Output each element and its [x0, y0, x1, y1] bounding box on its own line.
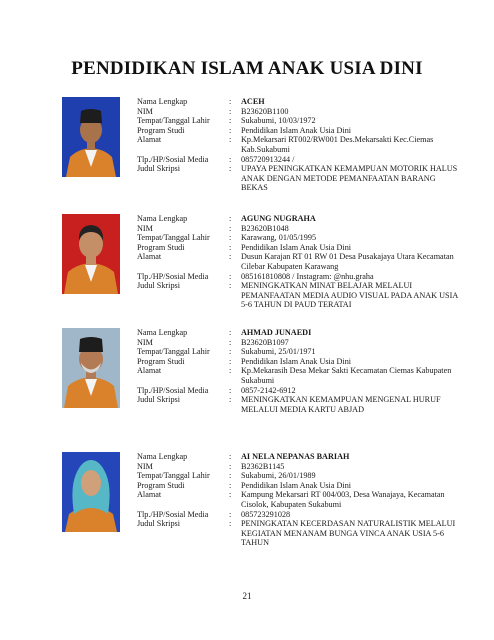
program-label: Program Studi: [137, 242, 185, 252]
thesis-row: [137, 164, 462, 193]
birth-label: Tempat/Tanggal Lahir: [137, 233, 210, 243]
contact-value: 085720913244 /: [241, 154, 295, 164]
thesis-row: [137, 519, 462, 548]
graduate-info: [137, 452, 462, 548]
graduate-photo: [62, 328, 120, 408]
program-value: Pendidikan Islam Anak Usia Dini: [241, 125, 352, 135]
thesis-label: Judul Skripsi: [137, 395, 180, 405]
program-row: [137, 243, 462, 253]
nim-value: B23620B1097: [241, 337, 289, 347]
colon: :: [229, 154, 232, 164]
birth-value: Sukabumi, 25/01/1971: [241, 347, 316, 357]
contact-row: [137, 155, 462, 165]
colon: :: [229, 461, 232, 471]
thesis-row: [137, 395, 462, 414]
contact-row: [137, 386, 462, 396]
colon: :: [229, 135, 232, 145]
colon: :: [229, 395, 232, 405]
colon: :: [229, 337, 232, 347]
name-label: Nama Lengkap: [137, 214, 188, 223]
thesis-value: PENINGKATAN KECERDASAN NATURALISTIK MELALUI KEGIATAN MENANAM BUNGA VINCA ANAK USIA 5-6 TAHUN: [241, 519, 456, 548]
program-value: Pendidikan Islam Anak Usia Dini: [241, 480, 352, 490]
nim-label: NIM: [137, 337, 153, 347]
photo-face: [81, 470, 101, 496]
contact-label: Tlp./HP/Sosial Media: [137, 509, 209, 519]
contact-value: 085161810808 / Instagram: @nhu.graha: [241, 271, 374, 281]
name-value: AI NELA NEPANAS BARIAH: [241, 452, 350, 461]
birth-row: [137, 347, 462, 357]
colon: :: [229, 281, 232, 291]
birth-row: [137, 233, 462, 243]
contact-row: [137, 510, 462, 520]
name-row: [137, 214, 462, 224]
colon: :: [229, 97, 232, 106]
colon: :: [229, 509, 232, 519]
thesis-row: [137, 281, 462, 310]
address-row: [137, 490, 462, 509]
address-row: [137, 366, 462, 385]
graduate-info: [137, 214, 462, 310]
colon: :: [229, 328, 232, 337]
birth-row: [137, 116, 462, 126]
colon: :: [229, 252, 232, 262]
colon: :: [229, 116, 232, 126]
photo-headwear: [80, 109, 102, 123]
contact-label: Tlp./HP/Sosial Media: [137, 271, 209, 281]
birth-label: Tempat/Tanggal Lahir: [137, 347, 210, 357]
nim-value: B23620B1100: [241, 106, 289, 116]
photo-headwear: [79, 337, 103, 352]
graduate-photo: [62, 214, 120, 294]
program-row: [137, 357, 462, 367]
birth-label: Tempat/Tanggal Lahir: [137, 471, 210, 481]
contact-value: 0857-2142-6912: [241, 385, 296, 395]
colon: :: [229, 106, 232, 116]
nim-label: NIM: [137, 461, 153, 471]
address-value: Kp.Mekarsari RT002/RW001 Des.Mekarsakti Kec.Ciemas Kab.Sukabumi: [241, 135, 434, 154]
colon: :: [229, 519, 232, 529]
program-row: [137, 481, 462, 491]
nim-row: [137, 224, 462, 234]
address-label: Alamat: [137, 135, 162, 145]
program-label: Program Studi: [137, 480, 185, 490]
colon: :: [229, 347, 232, 357]
thesis-value: MENINGKATKAN MINAT BELAJAR MELALUI PEMANFAATAN MEDIA AUDIO VISUAL PADA ANAK USIA 5-6 TAHUN DI PAUD TERATAI: [241, 281, 458, 310]
address-value: Kp.Mekarasih Desa Mekar Sakti Kecamatan Ciemas Kabupaten Sukabumi: [241, 366, 452, 385]
thesis-label: Judul Skripsi: [137, 281, 180, 291]
nim-value: B2362B1145: [241, 461, 285, 471]
colon: :: [229, 480, 232, 490]
program-row: [137, 126, 462, 136]
colon: :: [229, 490, 232, 500]
nim-value: B23620B1048: [241, 223, 289, 233]
name-row: [137, 452, 462, 462]
name-label: Nama Lengkap: [137, 452, 188, 461]
name-value: AGUNG NUGRAHA: [241, 214, 316, 223]
nim-row: [137, 338, 462, 348]
birth-label: Tempat/Tanggal Lahir: [137, 116, 210, 126]
name-label: Nama Lengkap: [137, 97, 188, 106]
contact-row: [137, 272, 462, 282]
colon: :: [229, 366, 232, 376]
colon: :: [229, 452, 232, 461]
graduate-photo: [62, 452, 120, 532]
address-row: [137, 135, 462, 154]
colon: :: [229, 233, 232, 243]
name-label: Nama Lengkap: [137, 328, 188, 337]
birth-value: Sukabumi, 10/03/1972: [241, 116, 316, 126]
name-value: AHMAD JUNAEDI: [241, 328, 312, 337]
colon: :: [229, 214, 232, 223]
thesis-value: UPAYA PENINGKATKAN KEMAMPUAN MOTORIK HALUS ANAK DENGAN METODE PEMANFAATAN BARANG BEKAS: [241, 164, 458, 193]
name-value: ACEH: [241, 97, 265, 106]
address-label: Alamat: [137, 366, 162, 376]
colon: :: [229, 242, 232, 252]
birth-row: [137, 471, 462, 481]
graduate-info: [137, 328, 462, 414]
address-value: Kampung Mekarsari RT 004/003, Desa Wanajaya, Kecamatan Cisolok, Kabupaten Sukabumi: [241, 490, 445, 509]
colon: :: [229, 223, 232, 233]
birth-value: Sukabumi, 26/01/1989: [241, 471, 316, 481]
nim-row: [137, 107, 462, 117]
contact-label: Tlp./HP/Sosial Media: [137, 385, 209, 395]
address-label: Alamat: [137, 252, 162, 262]
colon: :: [229, 471, 232, 481]
thesis-value: MENINGKATKAN KEMAMPUAN MENGENAL HURUF MELALUI MEDIA KARTU ABJAD: [241, 395, 441, 414]
page-title: PENDIDIKAN ISLAM ANAK USIA DINI: [71, 58, 423, 79]
contact-value: 085723291028: [241, 509, 291, 519]
program-label: Program Studi: [137, 356, 185, 366]
thesis-label: Judul Skripsi: [137, 519, 180, 529]
program-value: Pendidikan Islam Anak Usia Dini: [241, 242, 352, 252]
colon: :: [229, 164, 232, 174]
colon: :: [229, 385, 232, 395]
address-row: [137, 252, 462, 271]
colon: :: [229, 125, 232, 135]
program-label: Program Studi: [137, 125, 185, 135]
graduate-photo: [62, 97, 120, 177]
nim-label: NIM: [137, 106, 153, 116]
page-number: 21: [242, 591, 252, 601]
colon: :: [229, 356, 232, 366]
contact-label: Tlp./HP/Sosial Media: [137, 154, 209, 164]
birth-value: Karawang, 01/05/1995: [241, 233, 317, 243]
nim-row: [137, 462, 462, 472]
address-value: Dusun Karajan RT 01 RW 01 Desa Pusakajaya Utara Kecamatan Cilebar Kabupaten Karawang: [241, 252, 454, 271]
name-row: [137, 328, 462, 338]
address-label: Alamat: [137, 490, 162, 500]
graduate-info: [137, 97, 462, 193]
thesis-label: Judul Skripsi: [137, 164, 180, 174]
name-row: [137, 97, 462, 107]
nim-label: NIM: [137, 223, 153, 233]
colon: :: [229, 271, 232, 281]
program-value: Pendidikan Islam Anak Usia Dini: [241, 356, 352, 366]
